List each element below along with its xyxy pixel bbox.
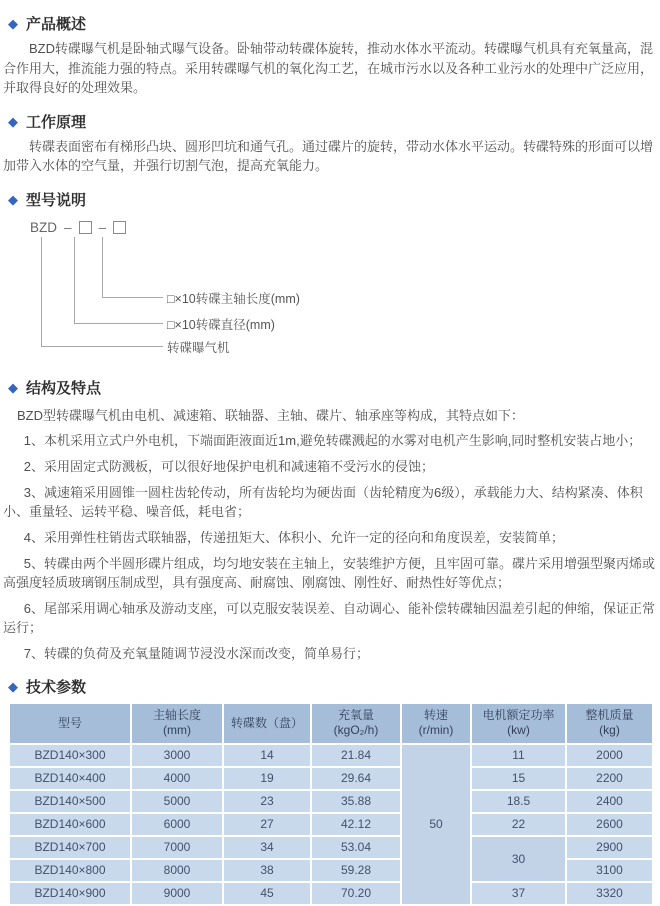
cell-discs: 23 <box>223 790 311 813</box>
feature-item: 2、采用固定式防溅板，可以很好地保护电机和减速箱不受污水的侵蚀； <box>23 458 435 474</box>
cell-model: BZD140×600 <box>9 813 131 836</box>
cell-discs: 14 <box>223 744 311 767</box>
principle-paragraph: 转碟表面密布有梯形凸块、圆形凹坑和通气孔。通过碟片的旋转，带动水体水平运动。转碟特殊的形面可以增加带入水体的空气量，并强行切割气泡，提高充氧能力。 <box>3 138 654 173</box>
table-row <box>9 882 653 905</box>
feature-item: 1、本机采用立式户外电机，下端面距液面近1m,避免转碟溅起的水雾对电机产生影响,同时整机安装占地小； <box>23 432 642 448</box>
cell-shaft: 8000 <box>131 859 223 882</box>
cell-shaft: 3000 <box>131 744 223 767</box>
feature-item: 6、尾部采用调心轴承及游动支座，可以克服安装误差、自动调心、能补偿转碟轴因温差引起的伸缩，保证正常运行； <box>3 600 656 635</box>
section-heading-overview <box>0 13 660 34</box>
connector-line <box>41 237 42 346</box>
col-header-shaft-length: 主轴长度 (mm) <box>131 703 223 744</box>
section-heading-specs <box>0 676 660 697</box>
cell-shaft: 4000 <box>131 767 223 790</box>
model-code <box>30 220 126 235</box>
connector-line <box>74 237 75 323</box>
cell-shaft: 6000 <box>131 813 223 836</box>
cell-model: BZD140×300 <box>9 744 131 767</box>
table-row <box>9 744 653 767</box>
cell-power: 18.5 <box>471 790 566 813</box>
cell-discs: 27 <box>223 813 311 836</box>
cell-power-merged: 30 <box>471 836 566 882</box>
connector-line <box>74 323 163 324</box>
product-datasheet-page <box>0 13 660 900</box>
diagram-label-name: 转碟曝气机 <box>167 340 230 355</box>
table-row <box>9 767 653 790</box>
table-row <box>9 813 653 836</box>
cell-model: BZD140×500 <box>9 790 131 813</box>
features-list <box>0 431 660 663</box>
cell-power: 37 <box>471 882 566 905</box>
table-header-row <box>9 703 653 744</box>
cell-power: 15 <box>471 767 566 790</box>
cell-discs: 19 <box>223 767 311 790</box>
feature-item: 5、转碟由两个半圆形碟片组成，均匀地安装在主轴上，安装维护方便，且牢固可靠。碟片采用增强型聚丙烯或高强度轻质玻璃钢压制成型，具有强度高、耐腐蚀、刚腐蚀、刚性好、耐热性好等优点； <box>3 555 656 590</box>
col-header-model: 型号 <box>9 703 131 744</box>
diamond-icon: ◆ <box>8 678 18 694</box>
cell-oxygen: 29.64 <box>311 767 401 790</box>
cell-weight: 3100 <box>566 859 653 882</box>
diagram-label-diameter: □×10转碟直径(mm) <box>167 317 275 332</box>
cell-weight: 2000 <box>566 744 653 767</box>
connector-line <box>41 346 163 347</box>
cell-oxygen: 53.04 <box>311 836 401 859</box>
cell-speed-merged: 50 <box>401 744 471 905</box>
model-title: 型号说明 <box>26 191 87 209</box>
cell-weight: 2900 <box>566 836 653 859</box>
features-intro: BZD型转碟曝气机由电机、减速箱、联轴器、主轴、碟片、轴承座等构成，其特点如下： <box>17 407 525 423</box>
col-header-speed: 转速 (r/min) <box>401 703 471 744</box>
cell-shaft: 9000 <box>131 882 223 905</box>
diagram-label-shaft-length: □×10转碟主轴长度(mm) <box>167 291 300 306</box>
col-header-motor-power: 电机额定功率 (kw) <box>471 703 566 744</box>
feature-item: 4、采用弹性柱销齿式联轴器，传递扭矩大、体积小、允许一定的径向和角度误差，安装简单； <box>23 529 565 545</box>
section-heading-features <box>0 377 660 398</box>
cell-model: BZD140×900 <box>9 882 131 905</box>
cell-discs: 34 <box>223 836 311 859</box>
col-header-machine-weight: 整机质量 (kg) <box>566 703 653 744</box>
cell-shaft: 7000 <box>131 836 223 859</box>
cell-model: BZD140×800 <box>9 859 131 882</box>
overview-title: 产品概述 <box>26 16 87 33</box>
model-code-diagram <box>8 216 660 364</box>
principle-title: 工作原理 <box>26 113 87 131</box>
diamond-icon: ◆ <box>8 16 18 31</box>
model-digit-box-diameter <box>79 221 92 234</box>
cell-oxygen: 35.88 <box>311 790 401 813</box>
connector-line <box>102 297 163 298</box>
cell-weight: 2400 <box>566 790 653 813</box>
cell-power: 22 <box>471 813 566 836</box>
cell-discs: 45 <box>223 882 311 905</box>
table-row <box>9 790 653 813</box>
table-row <box>9 836 653 859</box>
cell-model: BZD140×400 <box>9 767 131 790</box>
cell-oxygen: 42.12 <box>311 813 401 836</box>
col-header-disc-count: 转碟数（盘） <box>223 703 311 744</box>
cell-weight: 2600 <box>566 813 653 836</box>
model-code-dash: – <box>98 219 107 235</box>
cell-weight: 3320 <box>566 882 653 905</box>
cell-model: BZD140×700 <box>9 836 131 859</box>
diamond-icon: ◆ <box>8 379 18 395</box>
cell-oxygen: 59.28 <box>311 859 401 882</box>
section-heading-principle <box>0 111 660 132</box>
cell-shaft: 5000 <box>131 790 223 813</box>
technical-parameters-table <box>8 702 654 906</box>
overview-paragraph: BZD转碟曝气机是卧轴式曝气设备。卧轴带动转碟体旋转，推动水体水平流动。转碟曝气机具有充氧量高，混合作用大，推流能力强的特点。采用转碟曝气机的氧化沟工艺，在城市污水以及各种工业污水的处理中广泛应用，并取得良好的处理效果。 <box>3 41 654 95</box>
col-header-oxygen: 充氧量 (kgO₂/h) <box>311 703 401 744</box>
cell-oxygen: 70.20 <box>311 882 401 905</box>
cell-discs: 38 <box>223 859 311 882</box>
feature-item: 7、转碟的负荷及充氧量随调节浸没水深而改变，简单易行； <box>23 645 370 661</box>
model-code-dash: – <box>64 219 72 235</box>
diamond-icon: ◆ <box>8 191 18 207</box>
section-heading-model <box>0 189 660 210</box>
connector-line <box>102 237 103 297</box>
diamond-icon: ◆ <box>8 113 18 129</box>
cell-oxygen: 21.84 <box>311 744 401 767</box>
features-title: 结构及特点 <box>26 379 102 397</box>
model-code-prefix: BZD <box>30 219 57 235</box>
cell-power: 11 <box>471 744 566 767</box>
cell-weight: 2200 <box>566 767 653 790</box>
specs-title: 技术参数 <box>26 678 87 696</box>
feature-item: 3、减速箱采用圆锥一圆柱齿轮传动，所有齿轮均为硬齿面（齿轮精度为6级），承载能力大、结构紧凑、体积小、重量轻、运转平稳、噪音低，耗电省； <box>3 484 643 519</box>
model-digit-box-length <box>113 221 126 234</box>
